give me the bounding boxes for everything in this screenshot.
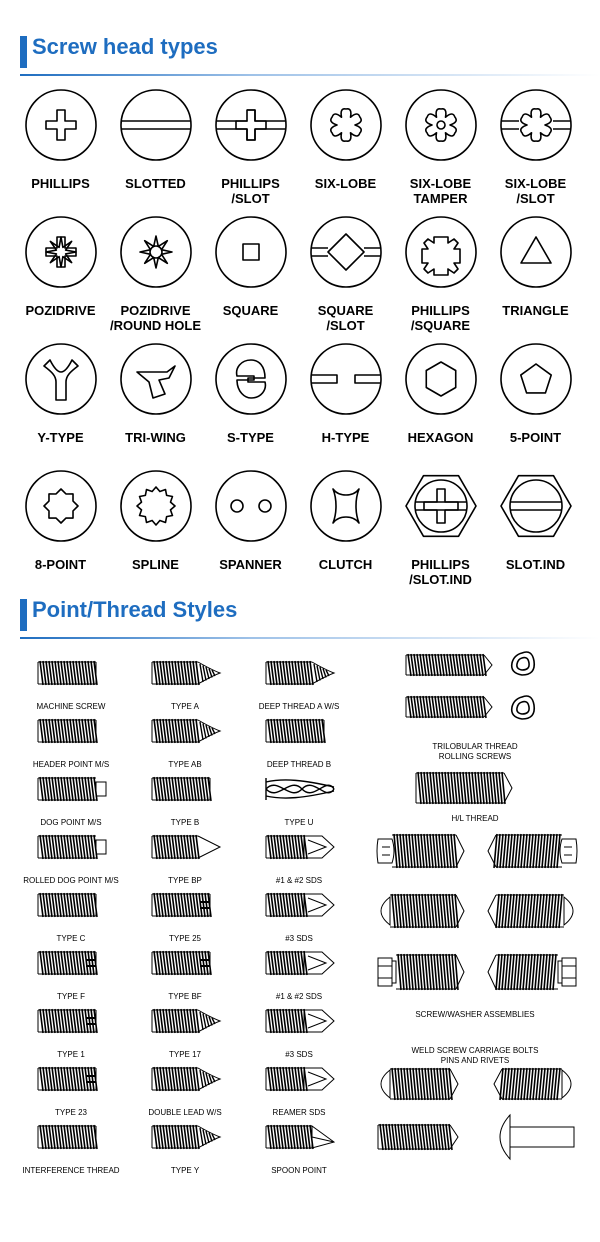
section-header-point-thread	[0, 591, 600, 641]
six-lobe-slot-icon	[499, 88, 573, 162]
thread-style-item	[14, 1000, 128, 1058]
five-point-icon	[499, 342, 573, 416]
screw-head-slot-ind	[489, 465, 582, 592]
thread-style-label: #3 SDS	[285, 1050, 313, 1059]
gimlet-tip-screw-icon	[150, 714, 222, 748]
slotted-icon	[119, 88, 193, 162]
y-type-icon	[24, 342, 98, 416]
dog-tip-screw-icon	[36, 772, 108, 806]
thread-style-item	[242, 1000, 356, 1058]
thread-style-item	[242, 652, 356, 710]
slot-ind-icon	[499, 469, 573, 543]
spoon-tip-screw-icon	[264, 1120, 336, 1154]
screw-head-label: SIX-LOBE	[314, 176, 377, 191]
section-header-screw-heads	[0, 28, 600, 78]
thread-style-label: DOG POINT M/S	[40, 818, 102, 827]
tri-wing-icon	[119, 342, 193, 416]
screw-head-label: POZIDRIVE	[25, 303, 96, 318]
screw-head-label: SQUARE	[222, 303, 279, 318]
phillips-slot-ind-icon	[404, 469, 478, 543]
screw-head-label: PHILLIPS /SLOT.IND	[409, 557, 472, 587]
thread-style-item	[242, 884, 356, 942]
slotted-tip-screw-icon	[36, 1004, 108, 1038]
thread-style-grid	[14, 652, 356, 1174]
trilobular-label: TRILOBULAR THREAD ROLLING SCREWS	[432, 742, 518, 761]
thread-style-label: TYPE A	[170, 702, 199, 711]
thread-style-label: INTERFERENCE THREAD	[22, 1166, 120, 1175]
section-rule	[20, 74, 600, 76]
screw-head-label: Y-TYPE	[37, 430, 84, 445]
pozidrive-icon	[24, 215, 98, 289]
thread-style-item	[128, 1058, 242, 1116]
screw-head-label: HEXAGON	[407, 430, 474, 445]
thread-style-label: ROLLED DOG POINT M/S	[23, 876, 119, 885]
screw-head-phillips-slot-ind	[394, 465, 487, 592]
screw-head-hexagon	[394, 338, 487, 465]
screw-head-pozidrive-round-hole	[109, 211, 202, 338]
square-slot-icon	[309, 215, 383, 289]
spanner-icon	[214, 469, 288, 543]
thread-style-item	[128, 652, 242, 710]
six-lobe-icon	[309, 88, 383, 162]
blunt-tip-screw-icon	[264, 714, 336, 748]
section-accent-bar	[20, 599, 27, 631]
drill-tip-screw-icon	[264, 830, 336, 864]
thread-style-label: #1 & #2 SDS	[275, 876, 323, 885]
thread-style-label: TYPE 25	[168, 934, 201, 943]
thread-style-label: DEEP THREAD B	[266, 760, 332, 769]
gimlet-tip-screw-icon	[150, 1004, 222, 1038]
thread-style-item	[242, 768, 356, 826]
drill-tip-screw-icon	[264, 946, 336, 980]
thread-style-item	[14, 710, 128, 768]
slotted-tip-screw-icon	[36, 946, 108, 980]
screw-head-eight-point	[14, 465, 107, 592]
blunt-tip-screw-icon	[36, 714, 108, 748]
section-title: Screw head types	[32, 34, 218, 59]
cone-tip-screw-icon	[150, 830, 222, 864]
blunt-tip-screw-icon	[36, 656, 108, 690]
screw-head-spanner	[204, 465, 297, 592]
screw-head-slotted	[109, 84, 202, 211]
h-type-icon	[309, 342, 383, 416]
blunt-tip-screw-icon	[36, 888, 108, 922]
screw-head-phillips-slot	[204, 84, 297, 211]
screw-head-label: S-TYPE	[227, 430, 274, 445]
thread-style-label: TYPE Y	[170, 1166, 200, 1175]
screw-head-label: PHILLIPS	[31, 176, 90, 191]
thread-style-item	[14, 942, 128, 1000]
hl-thread-label: H/L THREAD	[451, 814, 499, 823]
screw-head-label: SLOTTED	[125, 176, 186, 191]
phillips-slot-icon	[214, 88, 288, 162]
screw-head-triangle	[489, 211, 582, 338]
thread-style-label: #1 & #2 SDS	[275, 992, 323, 1001]
phillips-square-icon	[404, 215, 478, 289]
thread-style-item	[128, 942, 242, 1000]
thread-style-label: DOUBLE LEAD W/S	[148, 1108, 222, 1117]
thread-style-label: TYPE B	[170, 818, 200, 827]
screw-head-square-slot	[299, 211, 392, 338]
thread-style-label: TYPE F	[56, 992, 85, 1001]
gimlet-tip-screw-icon	[150, 1062, 222, 1096]
weld-screw-label: WELD SCREW CARRIAGE BOLTS PINS AND RIVETS	[411, 1046, 539, 1065]
thread-style-item	[14, 652, 128, 710]
thread-style-item	[128, 826, 242, 884]
square-icon	[214, 215, 288, 289]
thread-style-item	[242, 942, 356, 1000]
screw-head-grid	[14, 84, 586, 592]
thread-style-label: SPOON POINT	[271, 1166, 327, 1175]
s-type-icon	[214, 342, 288, 416]
screw-head-spline	[109, 465, 202, 592]
screw-head-six-lobe-tamper	[394, 84, 487, 211]
thread-style-label: MACHINE SCREW	[36, 702, 106, 711]
slotted-tip-screw-icon	[150, 888, 222, 922]
blunt-tip-screw-icon	[36, 1120, 108, 1154]
screw-head-label: PHILLIPS /SQUARE	[410, 303, 471, 333]
thread-style-item	[128, 710, 242, 768]
slotted-tip-screw-icon	[150, 946, 222, 980]
screw-head-label: SPLINE	[132, 557, 179, 572]
screw-head-h-type	[299, 338, 392, 465]
screw-head-pozidrive	[14, 211, 107, 338]
screw-head-label: SIX-LOBE TAMPER	[409, 176, 472, 206]
blunt-tip-screw-icon	[150, 772, 222, 806]
screw-head-y-type	[14, 338, 107, 465]
section-title: Point/Thread Styles	[32, 597, 238, 622]
thread-style-label: TYPE BP	[168, 876, 202, 885]
thread-style-label: TYPE U	[284, 818, 314, 827]
thread-style-item	[128, 1116, 242, 1174]
screw-head-label: SPANNER	[219, 557, 282, 572]
thread-style-item	[242, 710, 356, 768]
thread-style-item	[128, 1000, 242, 1058]
screw-head-s-type	[204, 338, 297, 465]
screw-head-phillips-square	[394, 211, 487, 338]
screw-head-label: H-TYPE	[321, 430, 370, 445]
thread-style-item	[14, 884, 128, 942]
screw-head-phillips	[14, 84, 107, 211]
screw-head-label: SQUARE /SLOT	[317, 303, 374, 333]
screw-head-label: 5-POINT	[509, 430, 562, 445]
spline-icon	[119, 469, 193, 543]
screw-head-tri-wing	[109, 338, 202, 465]
thread-style-item	[242, 1116, 356, 1174]
screw-head-clutch	[299, 465, 392, 592]
thread-style-label: TYPE BF	[168, 992, 202, 1001]
slotted-tip-screw-icon	[36, 1062, 108, 1096]
thread-style-label: REAMER SDS	[272, 1108, 326, 1117]
thread-style-item	[128, 884, 242, 942]
thread-style-item	[242, 1058, 356, 1116]
thread-style-label: HEADER POINT M/S	[32, 760, 110, 769]
thread-style-label: TYPE 1	[57, 1050, 85, 1059]
drill-tip-screw-icon	[264, 1062, 336, 1096]
eight-point-icon	[24, 469, 98, 543]
screw-head-six-lobe	[299, 84, 392, 211]
washer-assemblies-label: SCREW/WASHER ASSEMBLIES	[415, 1010, 535, 1019]
screw-head-label: PHILLIPS /SLOT	[221, 176, 280, 206]
thread-style-item	[14, 826, 128, 884]
screw-head-label: TRI-WING	[125, 430, 186, 445]
screw-head-label: SLOT.IND	[505, 557, 566, 572]
screw-head-label: SIX-LOBE /SLOT	[504, 176, 567, 206]
thread-style-label: TYPE C	[56, 934, 86, 943]
phillips-icon	[24, 88, 98, 162]
gimlet-tip-screw-icon	[150, 656, 222, 690]
thread-style-label: TYPE 23	[54, 1108, 87, 1117]
screw-head-five-point	[489, 338, 582, 465]
clutch-icon	[309, 469, 383, 543]
section-rule	[20, 637, 600, 639]
thread-style-label: DEEP THREAD A W/S	[258, 702, 340, 711]
screw-head-label: POZIDRIVE /ROUND HOLE	[110, 303, 201, 333]
thread-style-label: TYPE AB	[168, 760, 202, 769]
pozidrive-round-hole-icon	[119, 215, 193, 289]
thread-style-item	[14, 768, 128, 826]
thread-style-label: TYPE 17	[168, 1050, 201, 1059]
screw-head-label: CLUTCH	[318, 557, 373, 572]
dog-tip-screw-icon	[36, 830, 108, 864]
right-column-drawings	[370, 645, 592, 1165]
screw-head-label: 8-POINT	[34, 557, 87, 572]
screw-head-label: TRIANGLE	[502, 303, 569, 318]
screw-head-six-lobe-slot	[489, 84, 582, 211]
drill-tip-screw-icon	[264, 1004, 336, 1038]
six-lobe-tamper-icon	[404, 88, 478, 162]
hexagon-icon	[404, 342, 478, 416]
thread-style-item	[242, 826, 356, 884]
thread-style-item	[128, 768, 242, 826]
triangle-icon	[499, 215, 573, 289]
gimlet-tip-screw-icon	[264, 656, 336, 690]
drill-tip-screw-icon	[264, 888, 336, 922]
twist-tip-screw-icon	[264, 772, 336, 806]
thread-style-item	[14, 1058, 128, 1116]
screw-head-square	[204, 211, 297, 338]
section-accent-bar	[20, 36, 27, 68]
thread-style-label: #3 SDS	[285, 934, 313, 943]
gimlet-tip-screw-icon	[150, 1120, 222, 1154]
thread-style-item	[14, 1116, 128, 1174]
